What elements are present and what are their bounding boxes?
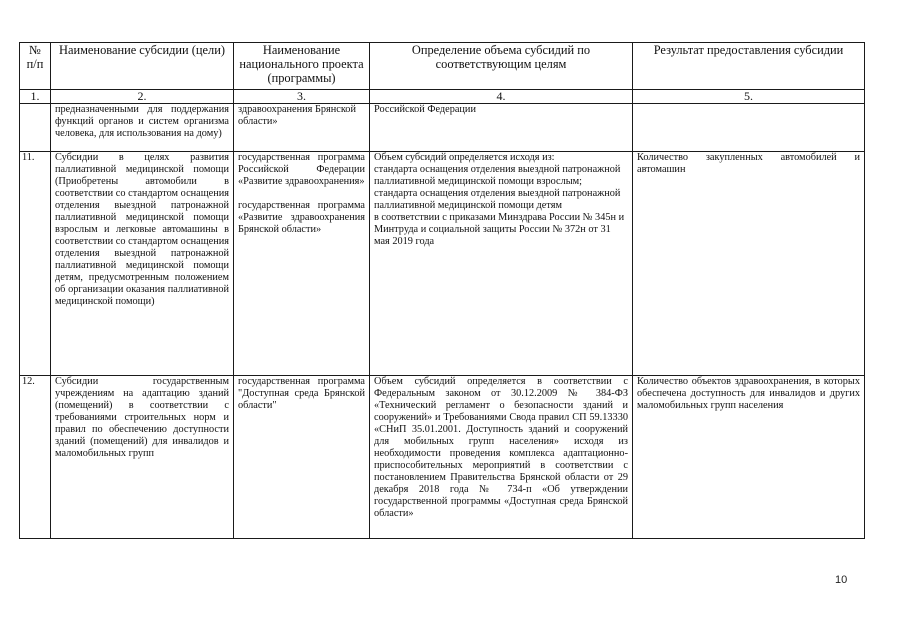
cell-result: Количество закупленных автомобилей и автомашин <box>633 152 865 376</box>
header-result: Результат предоставления субсидии <box>633 43 865 90</box>
column-number-2: 2. <box>51 90 234 104</box>
cell-program: государственная программа "Доступная среда Брянской области" <box>234 376 370 539</box>
column-number-3: 3. <box>234 90 370 104</box>
table-row-12 <box>20 376 865 539</box>
header-national-project: Наименование национального проекта (программы) <box>234 43 370 90</box>
subsidy-table <box>19 42 865 539</box>
column-number-4: 4. <box>370 90 633 104</box>
program-federal: государственная программа Российской Федерации «Развитие здравоохранения» <box>238 152 365 187</box>
definition-line: в соответствии с приказами Минздрава России № 345н и Минтруда и социальной защиты России № 372н от 31 мая 2019 года <box>374 212 625 247</box>
column-number-5: 5. <box>633 90 865 104</box>
header-volume-definition: Определение объема субсидий по соответствующим целям <box>370 43 633 90</box>
header-subsidy-name: Наименование субсидии (цели) <box>51 43 234 90</box>
definition-line: стандарта оснащения отделения выездной патронажной паллиативной медицинской помощи взрослым; <box>374 164 621 187</box>
cell-definition <box>370 152 633 376</box>
cell-result <box>633 104 865 152</box>
header-number: № п/п <box>20 43 51 90</box>
program-regional: государственная программа «Развитие здравоохранения Брянской области» <box>238 200 365 235</box>
definition-line: стандарта оснащения отделения выездной патронажной паллиативной медицинской помощи детям <box>374 188 621 211</box>
definition-line: Объем субсидий определяется исходя из: <box>374 152 555 163</box>
cell-definition: Объем субсидий определяется в соответствии с Федеральным законом от 30.12.2009 № 384-ФЗ «Технический регламент о безопасности зданий и сооружений» и Требованиями Свода правил СП 59.13330 «СНиП 35.01.2001. Доступность зданий и сооружений для мобильных групп населения» исходя из необходимости проведения комплекса адаптационно-приспособительных мероприятий в соответствии с постановлением Правительства Брянской области от 29 декабря 2018 года № 734-п «Об утверждении государственной программы «Доступная среда Брянской области» <box>370 376 633 539</box>
cell-subsidy-name: Субсидии государственным учреждениям на адаптацию зданий (помещений) в соответствии с требованиями строительных норм и правил по обеспечению доступности зданий (помещений) для инвалидов и маломобильных групп <box>51 376 234 539</box>
table-row-continued <box>20 104 865 152</box>
cell-program: здравоохранения Брянской области» <box>234 104 370 152</box>
table-row-11 <box>20 152 865 376</box>
cell-definition: Российской Федерации <box>370 104 633 152</box>
cell-number <box>20 104 51 152</box>
cell-program <box>234 152 370 376</box>
cell-number: 11. <box>20 152 51 376</box>
table-header-row <box>20 43 865 90</box>
cell-result: Количество объектов здравоохранения, в которых обеспечена доступность для инвалидов и других маломобильных групп населения <box>633 376 865 539</box>
cell-number: 12. <box>20 376 51 539</box>
spacer <box>238 188 365 200</box>
page-number: 10 <box>835 574 848 586</box>
cell-subsidy-name: Субсидии в целях развития паллиативной медицинской помощи (Приобретены автомобили в соответствии со стандартом оснащения отделения выездной патронажной паллиативной медицинской помощи взрослым и легковые автомашины в соответствии со стандартом оснащения отделения выездной патронажной паллиативной медицинской помощи детям, предусмотренным положением об организации оказания паллиативной медицинской помощи) <box>51 152 234 376</box>
cell-subsidy-name: предназначенными для поддержания функций органов и систем организма человека, для использования на дому) <box>51 104 234 152</box>
column-number-row <box>20 90 865 104</box>
column-number-1: 1. <box>20 90 51 104</box>
